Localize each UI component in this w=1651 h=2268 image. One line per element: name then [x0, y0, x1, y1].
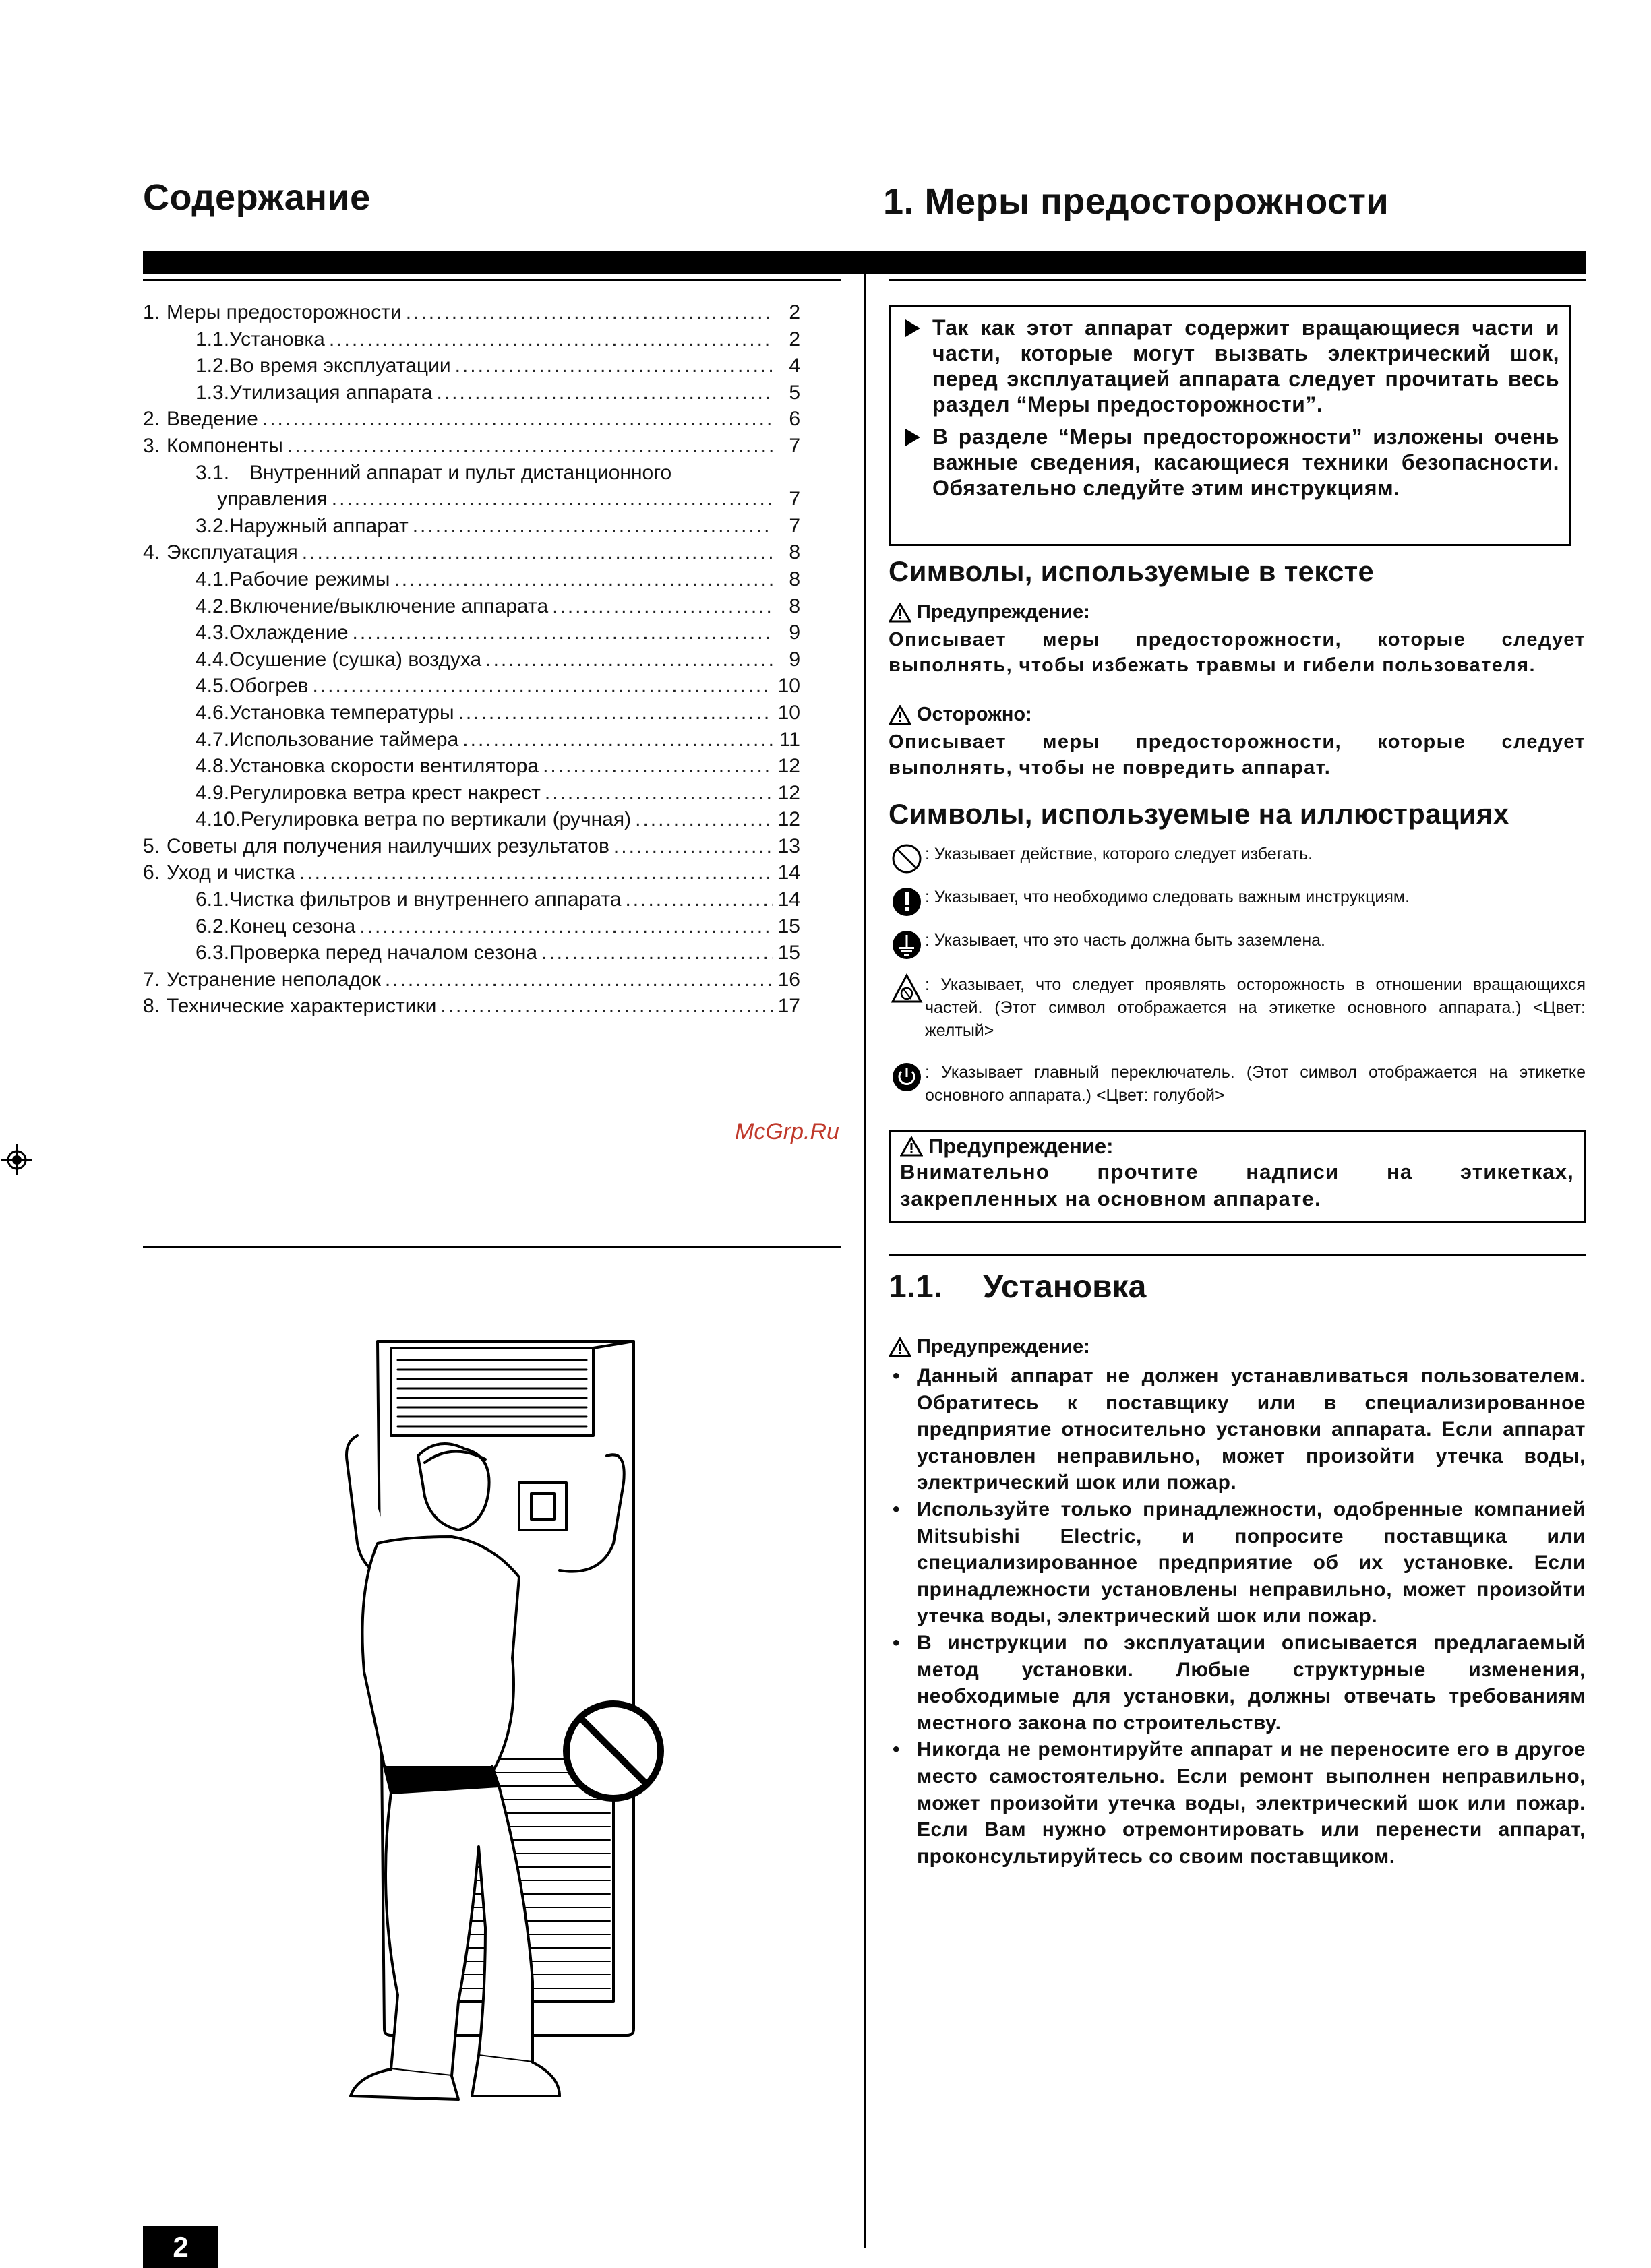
toc-item-number: 4.5. — [196, 675, 230, 698]
page-number: 2 — [143, 2226, 218, 2268]
toc-leader — [440, 993, 773, 1020]
toc-item[interactable] — [143, 753, 800, 780]
toc-item-page: 13 — [777, 834, 800, 857]
toc-item[interactable] — [143, 913, 800, 940]
toc-leader — [406, 299, 773, 326]
toc-item[interactable] — [143, 940, 800, 967]
registration-mark-icon — [1, 1144, 32, 1175]
toc-item-title: Уход и чистка — [167, 861, 295, 884]
symbols-illus-heading: Символы, используемые на иллюстрациях — [889, 798, 1509, 830]
notice2-text: Внимательно прочтите надписи на этикетках, закрепленных на основном аппарате. — [900, 1160, 1574, 1210]
toc-item-number: 5. — [143, 834, 160, 857]
caution-description: Описывает меры предосторожности, которые следует выполнять, чтобы не повредить аппарат. — [889, 731, 1586, 778]
toc-leader — [394, 566, 773, 593]
warning-triangle-icon — [889, 603, 911, 623]
notice-paragraph-2: В разделе “Меры предосторожности” изложены очень важные сведения, касающиеся техники безопасности. Обязательно следуйте этим инструкциям. — [900, 424, 1559, 501]
toc-item-title: Технические характеристики — [167, 995, 437, 1018]
toc-item[interactable] — [143, 967, 800, 993]
toc-item[interactable] — [143, 486, 800, 513]
caution-label: Осторожно: — [889, 704, 1032, 726]
toc-leader — [541, 940, 773, 967]
toc-bottom-rule — [143, 1246, 841, 1248]
toc-item-page: 7 — [789, 488, 800, 511]
toc-item-number: 4.1. — [196, 568, 230, 590]
toc-item[interactable] — [143, 460, 800, 487]
toc-item-title: Советы для получения наилучших результатов — [167, 834, 609, 857]
warning-description: Описывает меры предосторожности, которые следует выполнять, чтобы избежать травмы и гибели пользователя. — [889, 629, 1586, 676]
toc-item-page: 16 — [777, 968, 800, 991]
right-rule — [889, 279, 1586, 281]
toc-item[interactable] — [143, 326, 800, 353]
toc-item-page: 6 — [789, 408, 800, 431]
list-item: • Используйте только принадлежности, одобренные компанией Mitsubishi Electric, и попросите поставщика или специализированное предприятие об их установке. Если принадлежности установлены неправильно, может произойти утечка воды, электрический шок или пожар. — [893, 1498, 1586, 1628]
toc-item[interactable] — [143, 566, 800, 593]
symbol-row-ground: : Указывает, что это часть должна быть заземлена. — [889, 929, 1586, 961]
warning-label: Предупреждение: — [889, 601, 1090, 623]
toc-item[interactable] — [143, 886, 800, 913]
list-item: • В инструкции по эксплуатации описывается предлагаемый метод установки. Любые структурные изменения, необходимые для установки, должны отвечать требованиям местного закона по строительству. — [893, 1631, 1586, 1734]
toc-leader — [543, 753, 773, 780]
toc-leader — [302, 539, 773, 566]
toc-item-number: 4.10. — [196, 808, 241, 831]
toc-item-title: Внутренний аппарат и пульт дистанционного — [249, 461, 672, 484]
toc-item-page: 14 — [777, 888, 800, 911]
toc-item-page: 7 — [789, 434, 800, 457]
toc-item[interactable] — [143, 593, 800, 620]
toc-item-title: Устранение неполадок — [167, 968, 381, 991]
toc-item-number: 6. — [143, 861, 160, 884]
notice-paragraph-1: Так как этот аппарат содержит вращающиеся части и части, которые могут вызвать электрический шок, перед эксплуатацией аппарата следует прочитать весь раздел “Меры предосторожности”. — [900, 315, 1559, 417]
toc-item-page: 8 — [789, 594, 800, 617]
toc-item-title: Установка — [229, 328, 325, 350]
toc-leader — [329, 326, 773, 353]
toc-leader — [625, 886, 773, 913]
toc-item-page: 12 — [777, 755, 800, 778]
toc-item-number: 4.9. — [196, 781, 230, 804]
toc-leader — [462, 727, 773, 754]
toc-item-title: Эксплуатация — [167, 541, 298, 564]
toc-leader — [413, 513, 773, 540]
prohibit-icon — [891, 842, 923, 875]
toc-item-page: 12 — [777, 781, 800, 804]
toc-item-title: Чистка фильтров и внутреннего аппарата — [229, 888, 622, 911]
toc-item[interactable] — [143, 859, 800, 886]
symbol-row-prohibit: : Указывает действие, которого следует избегать. — [889, 842, 1586, 875]
toc-item-title: Проверка перед началом сезона — [229, 942, 538, 964]
toc-item[interactable] — [143, 673, 800, 700]
toc-item-title: Использование таймера — [229, 728, 459, 751]
toc-item-number: 4.4. — [196, 648, 230, 671]
table-of-contents — [143, 299, 800, 1020]
toc-item-title: Рабочие режимы — [229, 568, 390, 590]
toc-item-title: Установка скорости вентилятора — [229, 755, 539, 778]
toc-item-page: 9 — [789, 621, 800, 644]
page-title: 1. Меры предосторожности — [883, 181, 1389, 222]
toc-item[interactable] — [143, 433, 800, 460]
toc-item-number: 4.7. — [196, 728, 230, 751]
toc-item-number: 4. — [143, 541, 160, 564]
notice2-label: Предупреждение: — [900, 1134, 1574, 1159]
symbols-text-heading: Символы, используемые в тексте — [889, 555, 1375, 587]
toc-item-number: 2. — [143, 408, 160, 431]
symbol-row-mandatory: : Указывает, что необходимо следовать важным инструкциям. — [889, 886, 1586, 918]
toc-leader — [332, 486, 773, 513]
toc-item-number: 4.6. — [196, 701, 230, 724]
toc-item[interactable] — [143, 539, 800, 566]
mandatory-icon — [891, 886, 923, 918]
toc-item-title: Меры предосторожности — [167, 301, 402, 324]
toc-item-page: 2 — [789, 328, 800, 350]
install-warning-label: Предупреждение: — [889, 1336, 1090, 1358]
toc-item[interactable] — [143, 619, 800, 646]
toc-item-title: Осушение (сушка) воздуха — [229, 648, 482, 671]
toc-leader — [613, 833, 773, 860]
safety-notice — [889, 305, 1571, 546]
toc-item[interactable] — [143, 353, 800, 379]
toc-leader — [458, 700, 773, 727]
toc-item-page: 10 — [777, 675, 800, 698]
toc-leader — [552, 593, 773, 620]
toc-item[interactable] — [143, 806, 800, 833]
toc-item-number: 1.3. — [196, 381, 230, 404]
install-bullets — [889, 1363, 1586, 1870]
toc-item-page: 8 — [789, 541, 800, 564]
toc-item-page: 2 — [789, 301, 800, 324]
section-rule — [889, 1254, 1586, 1256]
label-warning-box — [889, 1130, 1586, 1223]
toc-item[interactable] — [143, 833, 800, 860]
toc-item-page: 17 — [777, 995, 800, 1018]
arrow-icon — [905, 429, 920, 446]
toc-item[interactable] — [143, 299, 800, 326]
toc-item-page: 5 — [789, 381, 800, 404]
toc-item-title: Регулировка ветра крест накрест — [229, 781, 541, 804]
list-item: • Никогда не ремонтируйте аппарат и не переносите его в другое место самостоятельно. Если ремонт выполнен неправильно, может произойти утечка воды, электрический шок или пожар. Если Вам нужно отремонтировать или перенести аппарат, проконсультируйтесь со своим поставщиком. — [893, 1738, 1586, 1868]
toc-item-number: 3.2. — [196, 514, 230, 537]
toc-item-title: управления — [217, 488, 328, 511]
toc-leader — [485, 646, 773, 673]
toc-item-title: Конец сезона — [229, 915, 356, 938]
toc-leader — [455, 353, 773, 379]
section-heading: 1.1. Установка — [889, 1269, 1147, 1305]
toc-item-page: 9 — [789, 648, 800, 671]
toc-item-number: 4.2. — [196, 594, 230, 617]
symbol-row-main-switch: : Указывает главный переключатель. (Этот символ отображается на этикетке основного аппарата.) <Цвет: голубой> — [889, 1061, 1586, 1107]
toc-item-number: 4.3. — [196, 621, 230, 644]
toc-item-number: 8. — [143, 995, 160, 1018]
symbol-row-rotating: : Указывает, что следует проявлять осторожность в отношении вращающихся частей. (Этот символ отображается на этикетке основного аппарата.) <Цвет: желтый> — [889, 973, 1586, 1042]
toc-item-title: Установка температуры — [229, 701, 454, 724]
toc-leader — [385, 967, 773, 993]
column-divider — [864, 274, 866, 2248]
toc-leader — [262, 406, 773, 433]
toc-item-title: Введение — [167, 408, 258, 431]
person-torso — [363, 1537, 520, 1781]
toc-item[interactable] — [143, 727, 800, 754]
toc-item-title: Регулировка ветра по вертикали (ручная) — [240, 808, 632, 831]
toc-leader — [436, 379, 773, 406]
toc-item-title: Во время эксплуатации — [229, 355, 451, 377]
watermark: McGrp.Ru — [735, 1119, 839, 1144]
toc-item-number: 7. — [143, 968, 160, 991]
toc-item-page: 14 — [777, 861, 800, 884]
toc-item[interactable] — [143, 379, 800, 406]
toc-item-number: 3.1. — [196, 461, 230, 484]
list-item: • Данный аппарат не должен устанавливаться пользователем. Обратитесь к поставщику или в специализированное предприятие относительно установки аппарата. Если аппарат установлен неправильно, может произойти утечка воды, электрический шок или пожар. — [893, 1365, 1586, 1494]
warning-triangle-icon — [889, 1337, 911, 1357]
warning-triangle-icon — [900, 1136, 923, 1157]
toc-leader — [359, 913, 773, 940]
toc-item-page: 12 — [777, 808, 800, 831]
toc-item-page: 11 — [779, 728, 800, 751]
toc-item-number: 6.3. — [196, 942, 230, 964]
toc-item-title: Утилизация аппарата — [229, 381, 433, 404]
toc-item-title: Наружный аппарат — [229, 514, 409, 537]
toc-item-number: 6.2. — [196, 915, 230, 938]
toc-item-page: 8 — [789, 568, 800, 590]
toc-item-number: 4.8. — [196, 755, 230, 778]
ground-icon — [891, 929, 923, 961]
toc-item-number: 3. — [143, 434, 160, 457]
toc-item-number: 6.1. — [196, 888, 230, 911]
toc-item-title: Охлаждение — [229, 621, 349, 644]
toc-heading: Содержание — [143, 177, 371, 218]
main-switch-icon — [891, 1061, 923, 1093]
toc-item-page: 4 — [789, 355, 800, 377]
caution-triangle-icon — [889, 705, 911, 725]
toc-leader — [299, 859, 773, 886]
toc-item-page: 7 — [789, 514, 800, 537]
toc-item-page: 15 — [777, 942, 800, 964]
toc-item-title: Компоненты — [167, 434, 283, 457]
rotating-parts-icon — [891, 973, 923, 1004]
toc-rule — [143, 279, 841, 281]
toc-leader — [545, 780, 773, 807]
toc-item-page: 10 — [777, 701, 800, 724]
toc-item-title: Обогрев — [229, 675, 309, 698]
toc-item[interactable] — [143, 646, 800, 673]
toc-item-title: Включение/выключение аппарата — [229, 594, 549, 617]
toc-item[interactable] — [143, 406, 800, 433]
toc-leader — [313, 673, 774, 700]
toc-item-page: 15 — [777, 915, 800, 938]
toc-item[interactable] — [143, 780, 800, 807]
arrow-icon — [905, 319, 920, 337]
toc-item[interactable] — [143, 513, 800, 540]
toc-item[interactable] — [143, 993, 800, 1020]
header-bar — [143, 251, 1586, 274]
toc-item-number: 1.2. — [196, 355, 230, 377]
toc-item-number: 1.1. — [196, 328, 230, 350]
toc-leader — [287, 433, 773, 460]
installation-illustration — [317, 1321, 708, 2157]
toc-item-number: 1. — [143, 301, 160, 324]
toc-leader — [635, 806, 773, 833]
toc-leader — [353, 619, 773, 646]
toc-item[interactable] — [143, 700, 800, 727]
